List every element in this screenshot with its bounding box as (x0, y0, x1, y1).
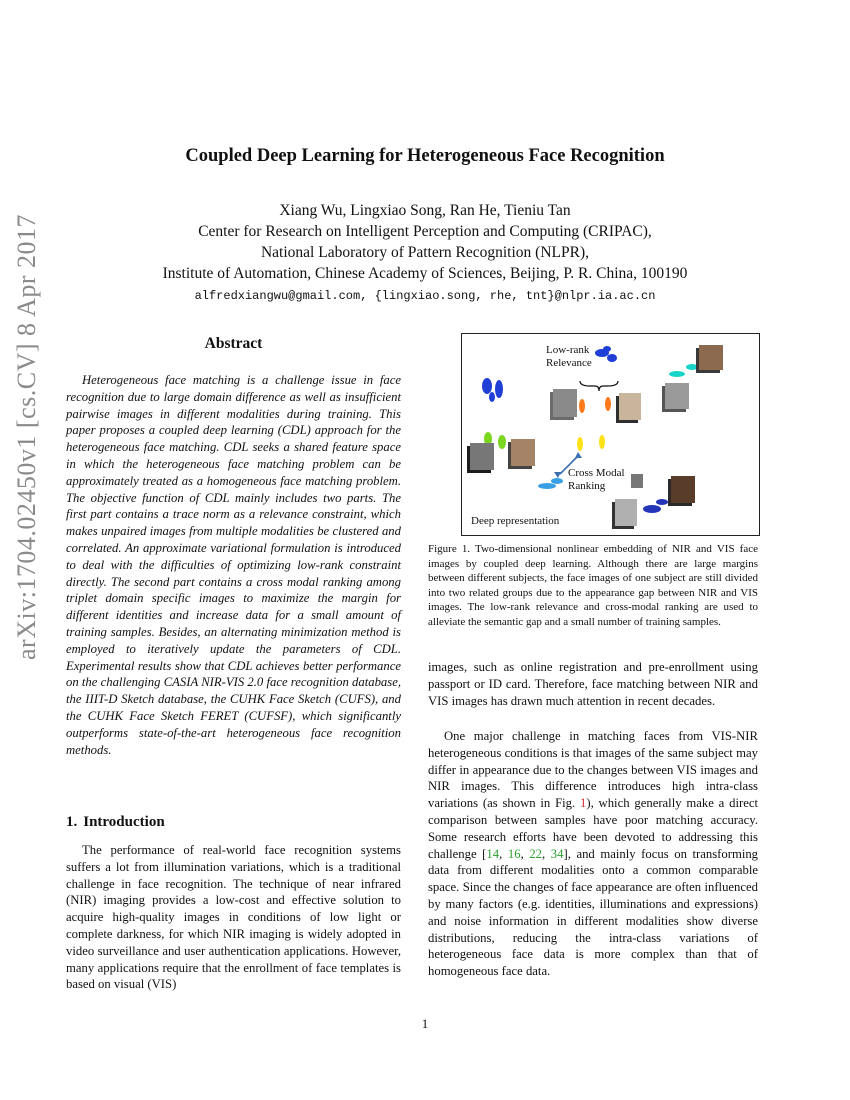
paragraph-2-part-b: ), which generally make a direct comparison between samples have poor matching accuracy. Some research efforts have been devoted to addressing this challenge [ (428, 796, 758, 861)
author-names: Xiang Wu, Lingxiao Song, Ran He, Tieniu Tan (279, 202, 571, 219)
label-low-rank-line-1: Low-rank (546, 344, 590, 356)
label-low-rank-line-2: Relevance (546, 357, 592, 369)
cluster-lightblue (538, 478, 563, 489)
cluster-yellow (577, 435, 605, 451)
label-cross-modal-line-1: Cross Modal (568, 467, 625, 479)
embedding-plot (462, 334, 759, 535)
cluster-cyan (669, 364, 698, 377)
relevance-brace (580, 381, 618, 391)
affiliation-line-2: National Laboratory of Pattern Recognition (NLPR), (260, 244, 589, 261)
paragraph-2-part-a: One major challenge in matching faces from VIS-NIR heterogeneous conditions is that images of the same subject may differ in appearance due to the changes between VIS images and NIR images. This difference introduces high intra-class variations (as shown in Fig. (428, 729, 758, 811)
label-deep-representation: Deep representation (471, 515, 560, 527)
abstract-text: Heterogeneous face matching is a challenge issue in face recognition due to large domain difference as well as insufficient pairwise images in different modalities during training. This paper proposes a coupled deep learning (CDL) approach for the heterogeneous face matching. CDL seeks a shared feature space in which the heterogeneous face matching problem can be approximately treated as a homogeneous face matching problem. The objective function of CDL mainly includes two parts. The first part contains a trace norm as a relevance constraint, which makes unpaired images from multiple modalities be clustered and correlated. An approximate variational formulation is introduced to deal with the difficulties of optimizing low-rank constraint directly. The second part contains a cross modal ranking among triplet domain specific images to maximize the margin for different identities and increase data for a small amount of training samples. Besides, an alternating minimization method is employed to iteratively update the parameters of CDL. Experimental results show that CDL achieves better performance on the challenging CASIA NIR-VIS 2.0 face recognition database, the IIIT-D Sketch database, the CUHK Face Sketch (CUFS), and the CUHK Face Sketch FERET (CUFSF), which significantly outperforms state-of-the-art heterogeneous face recognition methods. (66, 373, 401, 757)
figure-reference-link[interactable]: 1 (580, 796, 587, 811)
figure-1-caption: Figure 1. Two-dimensional nonlinear embedding of NIR and VIS face images by coupled deep learning. Although there are large margins between different subjects, the face images of one subject are still divided into two related groups due to the appearance gap between NIR and VIS images. The low-rank relevance and cross-modal ranking are used to alleviate the semantic gap and a small number of training samples. (428, 543, 758, 628)
abstract-heading: Abstract (204, 335, 263, 352)
label-cross-modal-line-2: Ranking (568, 480, 606, 492)
label-low-rank (546, 344, 592, 370)
author-emails: alfredxiangwu@gmail.com, {lingxiao.song, rhe, tnt}@nlpr.ia.ac.cn (194, 289, 656, 303)
affiliation-line-1: Center for Research on Intelligent Perception and Computing (CRIPAC), (198, 223, 652, 240)
section-title: Introduction (83, 814, 165, 830)
citation-link[interactable]: 16 (507, 846, 521, 861)
arxiv-identifier: arXiv:1704.02450v1 [cs.CV] 8 Apr 2017 (12, 213, 41, 660)
column2-paragraph-2 (428, 728, 758, 980)
citation-link[interactable]: 34 (550, 846, 564, 861)
citation-separator: , (499, 846, 508, 861)
citation-separator: , (542, 846, 551, 861)
introduction-heading (66, 814, 165, 831)
affiliation-line-3: Institute of Automation, Chinese Academy of Sciences, Beijing, P. R. China, 100190 (162, 265, 688, 282)
section-number: 1. (66, 814, 78, 830)
cluster-blue-left (482, 378, 503, 402)
paragraph-2-part-c: ], and mainly focus on transforming data from different modalities onto a common comparable space. Since the changes of face appearance are often influenced by many factors (e.g. identities, illuminations and expressions) and noise information in different modalities show diverse distributions, reducing the intra-class variations of heterogeneous face data is more complex than that of homogeneous face data. (428, 846, 759, 979)
page-number: 1 (421, 1016, 429, 1031)
author-block (0, 200, 850, 307)
face-thumbnails (467, 345, 723, 529)
introduction-text: The performance of real-world face recognition systems suffers a lot from illumination variations, which is a traditional challenge in face recognition. The technique of near infrared (NIR) imaging provides a low-cost and effective solution to acquire high-quality images in conditions of low light or complete darkness, for which NIR imaging is widely adopted in video surveillance and user authentication applications. However, many applications require that the enrollment of face templates is based on visual (VIS) (66, 843, 401, 992)
citation-separator: , (520, 846, 530, 861)
label-cross-modal (568, 467, 625, 493)
citation-link[interactable]: 22 (529, 846, 543, 861)
column2-paragraph-1: images, such as online registration and pre-enrollment using passport or ID card. Therefore, face matching between NIR and VIS images has drawn much attention in recent decades. (428, 660, 758, 708)
figure-1 (461, 333, 760, 536)
paper-title: Coupled Deep Learning for Heterogeneous Face Recognition (185, 146, 665, 166)
cluster-blue-top (595, 346, 617, 362)
cluster-orange (579, 397, 611, 413)
citation-link[interactable]: 14 (486, 846, 500, 861)
cluster-navy (643, 499, 668, 513)
